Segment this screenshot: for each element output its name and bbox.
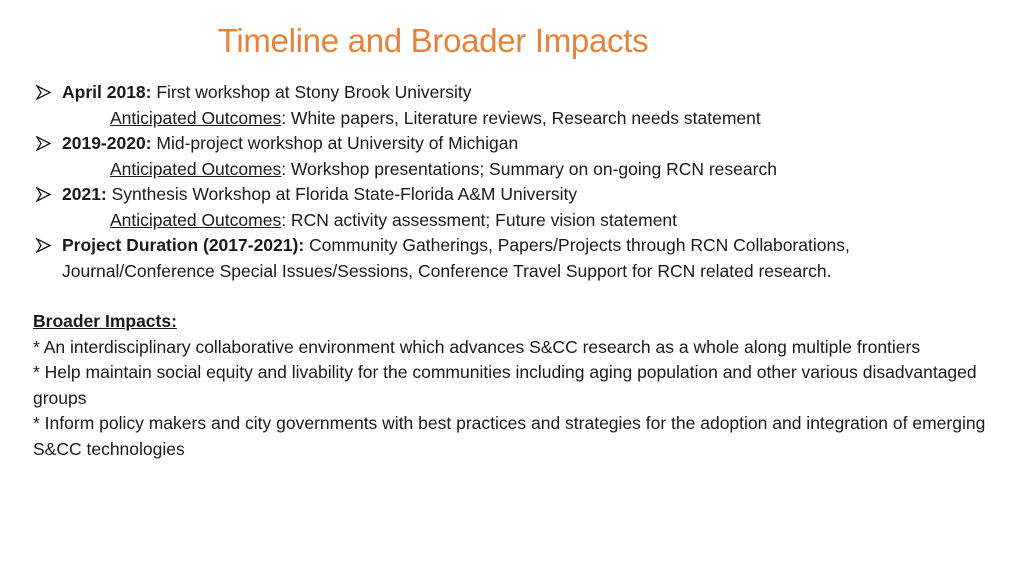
broader-impacts-heading: Broader Impacts:	[33, 311, 177, 331]
broader-impact-item: * Inform policy makers and city governments with best practices and strategies for the adoption and integration of emerging S&CC technologies	[33, 413, 986, 459]
arrow-bullet-icon	[36, 182, 54, 208]
timeline-outcome	[36, 208, 996, 234]
outcome-text: : Workshop presentations; Summary on on-going RCN research	[281, 158, 777, 179]
timeline-item	[36, 131, 996, 157]
slide-title: Timeline and Broader Impacts	[217, 22, 649, 59]
timeline-item	[36, 182, 996, 208]
timeline-outcome	[36, 157, 996, 183]
timeline-item-label: 2021:	[62, 184, 107, 204]
outcome-label: Anticipated Outcomes	[110, 158, 282, 179]
timeline-item	[36, 80, 996, 106]
broader-impacts	[33, 309, 993, 462]
arrow-bullet-icon	[36, 131, 54, 157]
outcome-label: Anticipated Outcomes	[110, 107, 282, 128]
outcome-label: Anticipated Outcomes	[110, 209, 282, 230]
arrow-bullet-icon	[36, 233, 54, 259]
timeline-outcome	[36, 106, 996, 132]
timeline-item-label: April 2018:	[62, 82, 152, 102]
broader-impact-item: * An interdisciplinary collaborative environment which advances S&CC research as a whole along multiple frontiers	[33, 336, 921, 357]
timeline-item-text: First workshop at Stony Brook University	[151, 82, 472, 102]
timeline-list	[36, 80, 996, 284]
outcome-text: : RCN activity assessment; Future vision statement	[281, 209, 678, 230]
timeline-item-text: Mid-project workshop at University of Michigan	[151, 133, 519, 153]
arrow-bullet-icon	[36, 80, 54, 106]
project-duration-text: Community Gatherings, Papers/Projects through RCN Collaborations, Journal/Conference Special Issues/Sessions, Conference Travel Support for RCN related research.	[62, 235, 850, 281]
timeline-item-label: 2019-2020:	[62, 133, 152, 153]
project-duration-item	[36, 233, 996, 284]
project-duration-label: Project Duration (2017-2021):	[62, 235, 305, 255]
timeline-item-text: Synthesis Workshop at Florida State-Florida A&M University	[106, 184, 578, 204]
broader-impact-item: * Help maintain social equity and livability for the communities including aging population and other various disadvantaged groups	[33, 362, 977, 408]
outcome-text: : White papers, Literature reviews, Research needs statement	[281, 107, 761, 128]
